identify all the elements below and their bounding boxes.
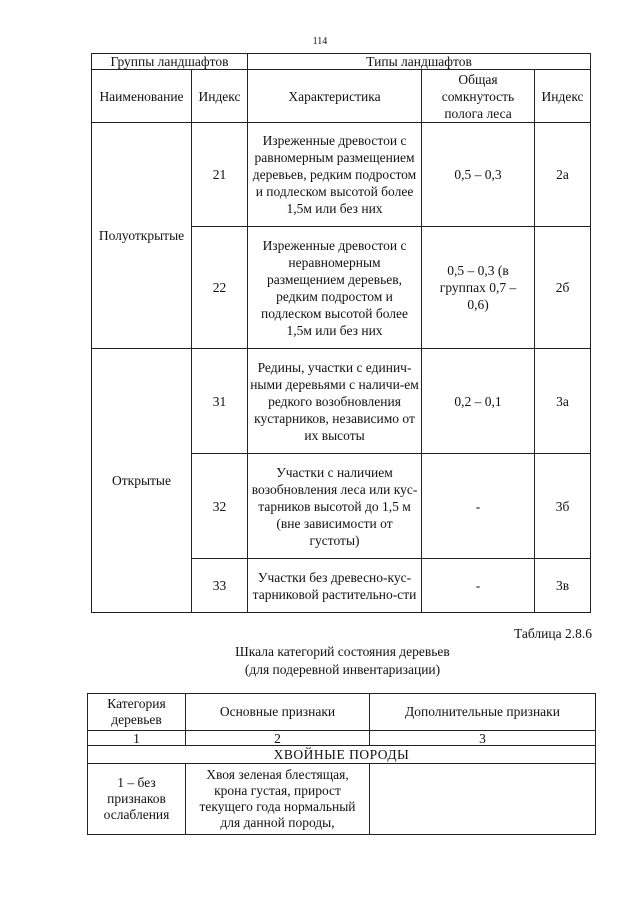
row-type-index: 3в bbox=[535, 559, 591, 613]
table-title bbox=[0, 643, 640, 679]
table-number: Таблица 2.8.6 bbox=[514, 626, 592, 641]
col-header-category: Категория деревьев bbox=[88, 694, 186, 731]
col-header-name: Наименование bbox=[92, 70, 192, 123]
col-header-characteristic: Характеристика bbox=[248, 70, 422, 123]
row-index: 31 bbox=[192, 349, 248, 454]
type-header: Типы ландшафтов bbox=[248, 54, 591, 70]
row-index: 33 bbox=[192, 559, 248, 613]
col-header-type-index: Индекс bbox=[535, 70, 591, 123]
page-number: 114 bbox=[312, 36, 328, 47]
row-density: 0,5 – 0,3 bbox=[422, 123, 535, 227]
row-main-signs: Хвоя зеленая блестящая, крона густая, прирост текущего года нормальный для данной породы, bbox=[186, 764, 370, 835]
col-header-extra: Дополнительные признаки bbox=[370, 694, 596, 731]
row-characteristic: Изреженные древостои с равномерным размещением деревьев, редким подростом и подлеском высотой более 1,5м или без них bbox=[248, 123, 422, 227]
row-density: 0,2 – 0,1 bbox=[422, 349, 535, 454]
row-type-index: 2а bbox=[535, 123, 591, 227]
table-row bbox=[88, 764, 596, 835]
row-density: - bbox=[422, 559, 535, 613]
col-header-density: Общая сомкнутость полога леса bbox=[422, 70, 535, 123]
row-type-index: 2б bbox=[535, 227, 591, 349]
col-header-main: Основные признаки bbox=[186, 694, 370, 731]
row-characteristic: Редины, участки с единич-ными деревьями с наличи-ем редкого возобновления кустарников, независимо от их высоты bbox=[248, 349, 422, 454]
section-heading: ХВОЙНЫЕ ПОРОДЫ bbox=[88, 746, 596, 764]
row-density: - bbox=[422, 454, 535, 559]
row-category: 1 – без признаков ослабления bbox=[88, 764, 186, 835]
table-title-line: Шкала категорий состояния деревьев bbox=[235, 644, 450, 659]
row-type-index: 3а bbox=[535, 349, 591, 454]
group-header: Группы ландшафтов bbox=[92, 54, 248, 70]
landscape-types-table bbox=[91, 53, 591, 613]
row-characteristic: Участки без древесно-кус-тарниковой растительно-сти bbox=[248, 559, 422, 613]
col-number: 3 bbox=[370, 731, 596, 746]
col-header-index: Индекс bbox=[192, 70, 248, 123]
row-index: 32 bbox=[192, 454, 248, 559]
table-row bbox=[92, 349, 591, 454]
row-index: 22 bbox=[192, 227, 248, 349]
col-number: 1 bbox=[88, 731, 186, 746]
row-type-index: 3б bbox=[535, 454, 591, 559]
col-number: 2 bbox=[186, 731, 370, 746]
row-characteristic: Участки с наличием возобновления леса или кус-тарников высотой до 1,5 м (вне зависимости от густоты) bbox=[248, 454, 422, 559]
tree-condition-table bbox=[87, 693, 596, 835]
table-subtitle-line: (для подеревной инвентаризации) bbox=[244, 662, 441, 677]
row-extra-signs bbox=[370, 764, 596, 835]
table-row bbox=[92, 123, 591, 227]
group-name: Полуоткрытые bbox=[92, 123, 192, 349]
row-index: 21 bbox=[192, 123, 248, 227]
row-characteristic: Изреженные древостои с неравномерным размещением деревьев, редким подростом и подлеском высотой более 1,5м или без них bbox=[248, 227, 422, 349]
group-name: Открытые bbox=[92, 349, 192, 613]
row-density: 0,5 – 0,3 (в группах 0,7 – 0,6) bbox=[422, 227, 535, 349]
